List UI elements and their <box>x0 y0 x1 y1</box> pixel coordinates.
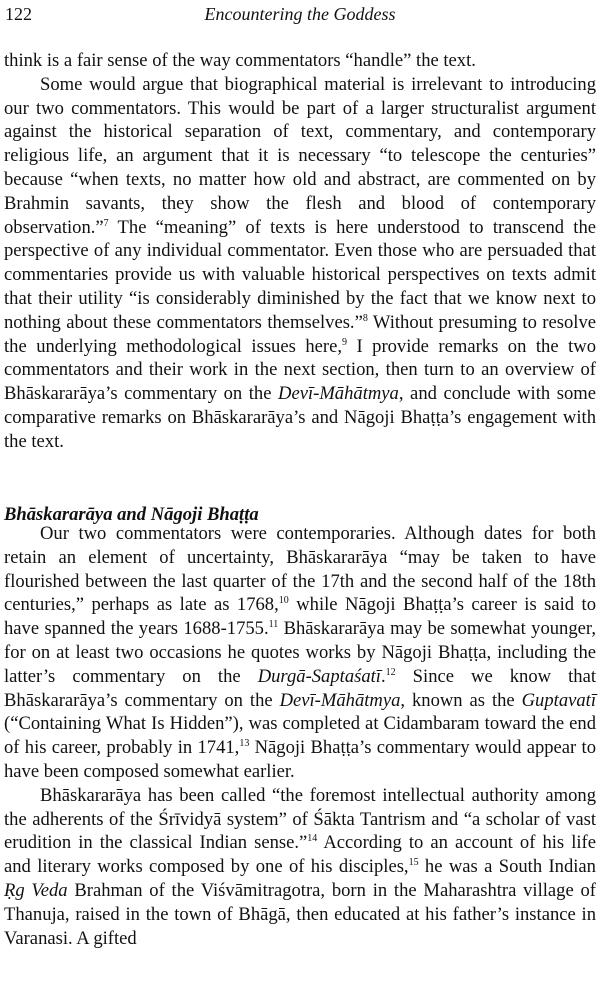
text-run: Without presuming to resolve the underlying methodological issues here, <box>4 311 597 357</box>
footnote-ref: 7 <box>103 217 109 229</box>
text-run: Bhāskararāya has been called “the foremost intellectual authority among the adherents of the Śrīvidyā system” of Śākta Tantrism and “a scholar of vast erudition in the classical Indian sense.” <box>4 784 596 854</box>
page-number: 122 <box>5 4 32 24</box>
italic-title: Durgā-Saptaśatī <box>257 665 381 687</box>
footnote-ref: 11 <box>268 619 279 631</box>
text-run: think is a fair sense of the way commentators “handle” the text. <box>4 50 476 71</box>
text-run: I provide remarks on the two commentators and their work in the next section, then turn to an overview of Bhāskararāya’s commentary on the <box>4 335 596 405</box>
paragraph-contemporaries <box>4 522 596 784</box>
text-run: he was a South Indian <box>418 856 596 878</box>
text-run: (“Containing What Is Hidden”), was completed at Cidambaram toward the end of his career, probably in 1741, <box>4 713 596 759</box>
text-run: Since we know that Bhāskararāya’s commentary on the <box>4 665 596 711</box>
italic-title: Devī-Māhātmya <box>278 383 399 405</box>
section-text-block <box>4 522 596 950</box>
text-run: , and conclude with some comparative remarks on Bhāskararāya’s and Nāgoji Bhaṭṭa’s engagement with the text. <box>4 383 596 452</box>
footnote-ref: 9 <box>341 336 347 348</box>
text-run: , known as the <box>400 689 522 711</box>
italic-title: Guptavatī <box>521 689 596 711</box>
opening-text-block <box>4 49 596 454</box>
text-run: Some would argue that biographical material is irrelevant to introducing our two commentators. This would be part of a larger structuralist argument against the historical separation of text, commentary, and contemporary religious life, an argument that it is necessary “to telescope the centuries” because “when texts, no matter how old and abstract, are commented on by Brahmin savants, they show the flesh and blood of contemporary observation.” <box>4 73 596 238</box>
text-run: . <box>380 665 386 687</box>
text-run: According to an account of his life and literary works composed by one of his disciples, <box>4 832 596 878</box>
text-run: while Nāgoji Bhaṭṭa’s career is said to have spanned the years 1688-1755. <box>4 594 597 640</box>
footnote-ref: 14 <box>307 833 318 845</box>
italic-title: Ṛg Veda <box>4 879 68 901</box>
text-run: Our two commentators were contemporaries. Although dates for both retain an element of uncertainty, Bhāskararāya “may be taken to have flourished between the last quarter of the 17th and the second half of the 18th centuries,” perhaps as late as 1768, <box>4 523 596 616</box>
text-run: Bhāskararāya may be somewhat younger, for on at least two occasions he quotes works by Nāgoji Bhaṭṭa, including the latter’s commentary on the <box>4 618 596 687</box>
footnote-ref: 12 <box>385 666 396 678</box>
paragraph-continuation <box>4 49 596 73</box>
italic-title: Devī-Māhātmya <box>279 689 401 711</box>
paragraph-bhaskararaya-biography <box>4 784 596 951</box>
footnote-ref: 13 <box>239 738 250 750</box>
book-title: Encountering the Goddess <box>204 4 396 24</box>
running-head <box>5 2 595 26</box>
paragraph-biographical-relevance <box>4 73 596 454</box>
text-run: Brahman of the Viśvāmitragotra, born in the Maharashtra village of Thanuja, raised in the town of Bhāgā, then educated at his father’s instance in Varanasi. A gifted <box>4 879 596 949</box>
footnote-ref: 8 <box>362 312 368 324</box>
footnote-ref: 10 <box>278 595 289 607</box>
section-heading: Bhāskararāya and Nāgoji Bhaṭṭa <box>4 504 259 525</box>
footnote-ref: 15 <box>408 857 419 869</box>
text-run: Nāgoji Bhaṭṭa’s commentary would appear to have been composed somewhat earlier. <box>4 737 596 782</box>
text-run: The “meaning” of texts is here understood to transcend the perspective of any individual commentator. Even those who are persuaded that commentaries provide us with valuable historical perspectives on texts admit that their utility “is considerably diminished by the fact that we know next to nothing about these commentators themselves.” <box>4 216 596 333</box>
